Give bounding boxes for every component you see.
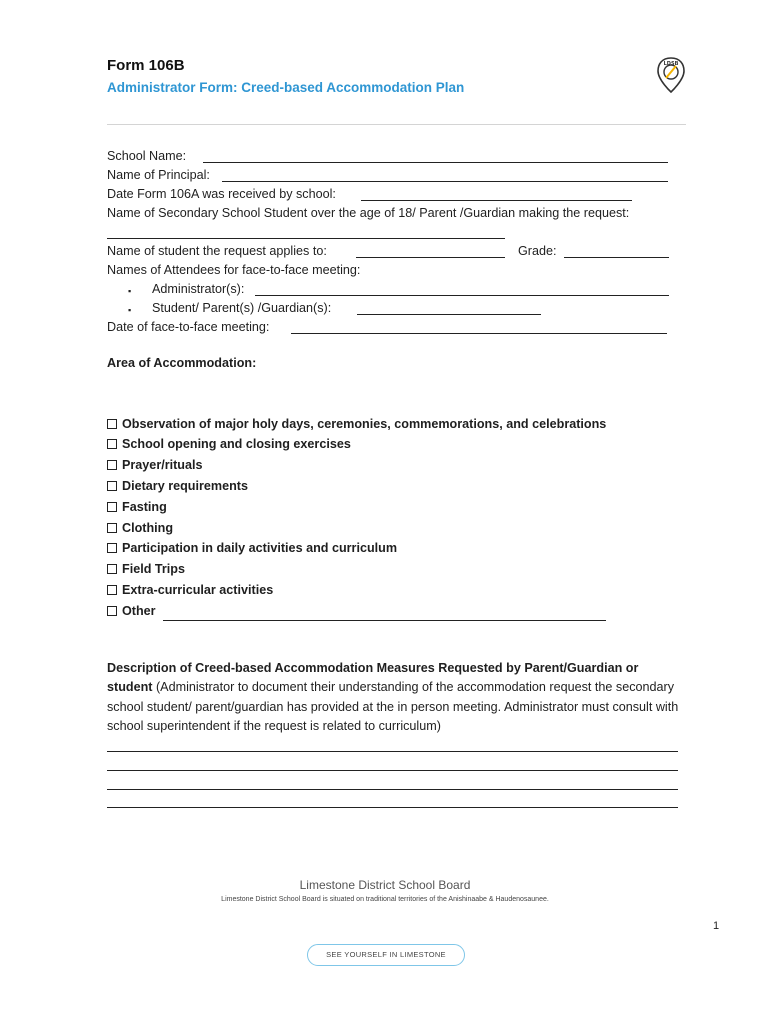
checkbox-icon[interactable] [107,439,117,449]
student-label: Name of student the request applies to: [107,244,327,258]
date-received-line[interactable] [361,200,632,201]
checkbox-prayer[interactable]: Prayer/rituals [107,457,203,473]
footer-board-name: Limestone District School Board [299,878,471,892]
requester-label: Name of Secondary School Student over the age of 18/ Parent /Guardian making the request: [107,206,630,220]
administrators-line[interactable] [255,295,669,296]
description-line[interactable] [107,770,678,771]
school-name-label: School Name: [107,149,187,163]
attendees-label: Names of Attendees for face-to-face meeting: [107,263,361,277]
student-parents-label: Student/ Parent(s) /Guardian(s): [152,301,332,315]
checkbox-icon[interactable] [107,564,117,574]
bullet-icon: ▪ [128,286,132,296]
checkbox-icon[interactable] [107,460,117,470]
checkbox-other[interactable]: Other [107,603,156,619]
checkbox-icon[interactable] [107,543,117,553]
page-number: 1 [713,920,720,932]
principal-line[interactable] [222,181,668,182]
student-parents-line[interactable] [357,314,541,315]
description-text: (Administrator to document their understanding of the accommodation request the secondary school student/ parent/guardian has provided at the in person meeting. Administrator must consult with school superintendent if the request is related to curriculum) [107,680,679,734]
checkbox-field-trips[interactable]: Field Trips [107,561,185,577]
slogan-badge: SEE YOURSELF IN LIMESTONE [307,944,465,966]
principal-label: Name of Principal: [107,168,210,182]
checkbox-extracurricular[interactable]: Extra-curricular activities [107,582,273,598]
ldsb-logo-icon [656,56,686,94]
description-line[interactable] [107,807,678,808]
description-paragraph [107,659,682,737]
meeting-date-label: Date of face-to-face meeting: [107,320,270,334]
form-number: Form 106B [107,57,185,74]
checkbox-icon[interactable] [107,585,117,595]
checkbox-icon[interactable] [107,523,117,533]
grade-label: Grade: [518,244,557,258]
student-line[interactable] [356,257,505,258]
area-heading: Area of Accommodation: [107,356,257,370]
description-line[interactable] [107,751,678,752]
checkbox-icon[interactable] [107,419,117,429]
checkbox-icon[interactable] [107,606,117,616]
checkbox-participation[interactable]: Participation in daily activities and curriculum [107,540,397,556]
grade-line[interactable] [564,257,669,258]
description-line[interactable] [107,789,678,790]
land-acknowledgement: Limestone District School Board is situated on traditional territories of the Anishinaabe & Haudenosaunee. [221,896,549,903]
logo-text: LDSB [663,61,679,67]
checkbox-icon[interactable] [107,481,117,491]
checkbox-icon[interactable] [107,502,117,512]
administrators-label: Administrator(s): [152,282,245,296]
date-received-label: Date Form 106A was received by school: [107,187,336,201]
checkbox-fasting[interactable]: Fasting [107,499,167,515]
form-title: Administrator Form: Creed-based Accommodation Plan [107,80,465,95]
checkbox-dietary[interactable]: Dietary requirements [107,478,248,494]
meeting-date-line[interactable] [291,333,667,334]
other-line[interactable] [163,620,606,621]
checkbox-opening-closing[interactable]: School opening and closing exercises [107,436,351,452]
checkbox-holy-days[interactable]: Observation of major holy days, ceremonies, commemorations, and celebrations [107,416,606,432]
header-divider [107,124,686,125]
bullet-icon: ▪ [128,305,132,315]
checkbox-clothing[interactable]: Clothing [107,520,173,536]
description-heading: Description of Creed-based Accommodation Measures Requested by Parent/Guardian or student [107,661,639,695]
school-name-line[interactable] [203,162,668,163]
requester-line[interactable] [107,238,505,239]
